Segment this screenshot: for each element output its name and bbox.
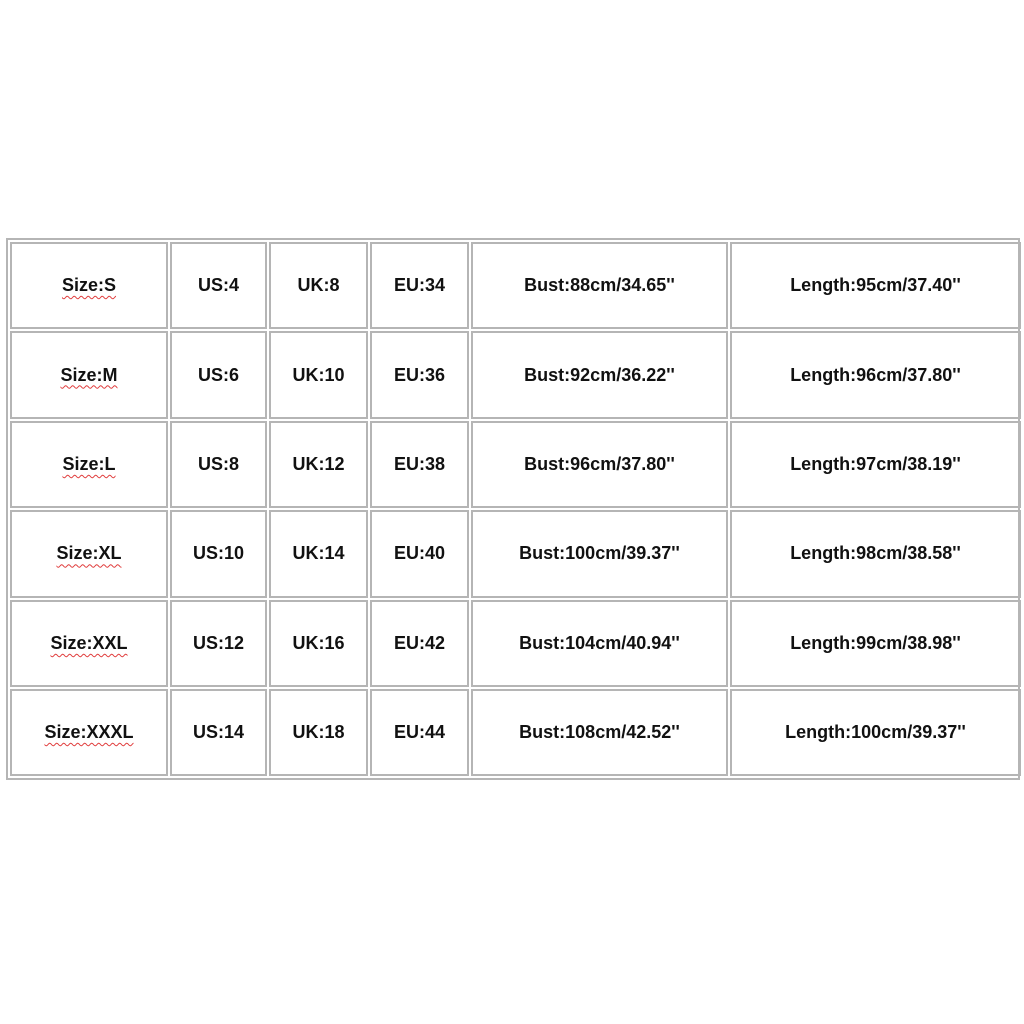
table-cell-length: Length:95cm/37.40'' (730, 242, 1021, 329)
table-cell-size (10, 421, 168, 508)
size-chart-table (6, 238, 1020, 780)
size-label: Size:M (60, 364, 118, 385)
table-cell-length: Length:99cm/38.98'' (730, 600, 1021, 687)
table-cell-uk: UK:14 (269, 510, 368, 597)
table-cell-length: Length:98cm/38.58'' (730, 510, 1021, 597)
table-cell-bust: Bust:92cm/36.22'' (471, 331, 728, 418)
size-label: Size:XXL (50, 632, 128, 653)
size-label: Size:XXXL (44, 722, 134, 743)
table-cell-us: US:4 (170, 242, 267, 329)
table-cell-size (10, 242, 168, 329)
table-cell-uk: UK:8 (269, 242, 368, 329)
table-cell-eu: EU:38 (370, 421, 469, 508)
size-label: Size:S (61, 275, 117, 296)
table-cell-eu: EU:36 (370, 331, 469, 418)
table-cell-uk: UK:16 (269, 600, 368, 687)
table-cell-uk: UK:12 (269, 421, 368, 508)
table-cell-us: US:10 (170, 510, 267, 597)
table-cell-bust: Bust:100cm/39.37'' (471, 510, 728, 597)
table-cell-us: US:6 (170, 331, 267, 418)
table-cell-uk: UK:18 (269, 689, 368, 776)
table-cell-eu: EU:40 (370, 510, 469, 597)
table-cell-bust: Bust:88cm/34.65'' (471, 242, 728, 329)
size-label: Size:L (62, 453, 116, 474)
table-cell-us: US:14 (170, 689, 267, 776)
table-cell-eu: EU:44 (370, 689, 469, 776)
table-cell-uk: UK:10 (269, 331, 368, 418)
table-cell-size (10, 600, 168, 687)
table-cell-size (10, 689, 168, 776)
table-cell-bust: Bust:96cm/37.80'' (471, 421, 728, 508)
table-cell-eu: EU:42 (370, 600, 469, 687)
table-cell-bust: Bust:104cm/40.94'' (471, 600, 728, 687)
table-cell-eu: EU:34 (370, 242, 469, 329)
table-cell-size (10, 331, 168, 418)
size-label: Size:XL (56, 543, 122, 564)
table-cell-us: US:8 (170, 421, 267, 508)
table-cell-length: Length:96cm/37.80'' (730, 331, 1021, 418)
table-cell-us: US:12 (170, 600, 267, 687)
table-cell-bust: Bust:108cm/42.52'' (471, 689, 728, 776)
table-cell-size (10, 510, 168, 597)
table-cell-length: Length:100cm/39.37'' (730, 689, 1021, 776)
table-cell-length: Length:97cm/38.19'' (730, 421, 1021, 508)
